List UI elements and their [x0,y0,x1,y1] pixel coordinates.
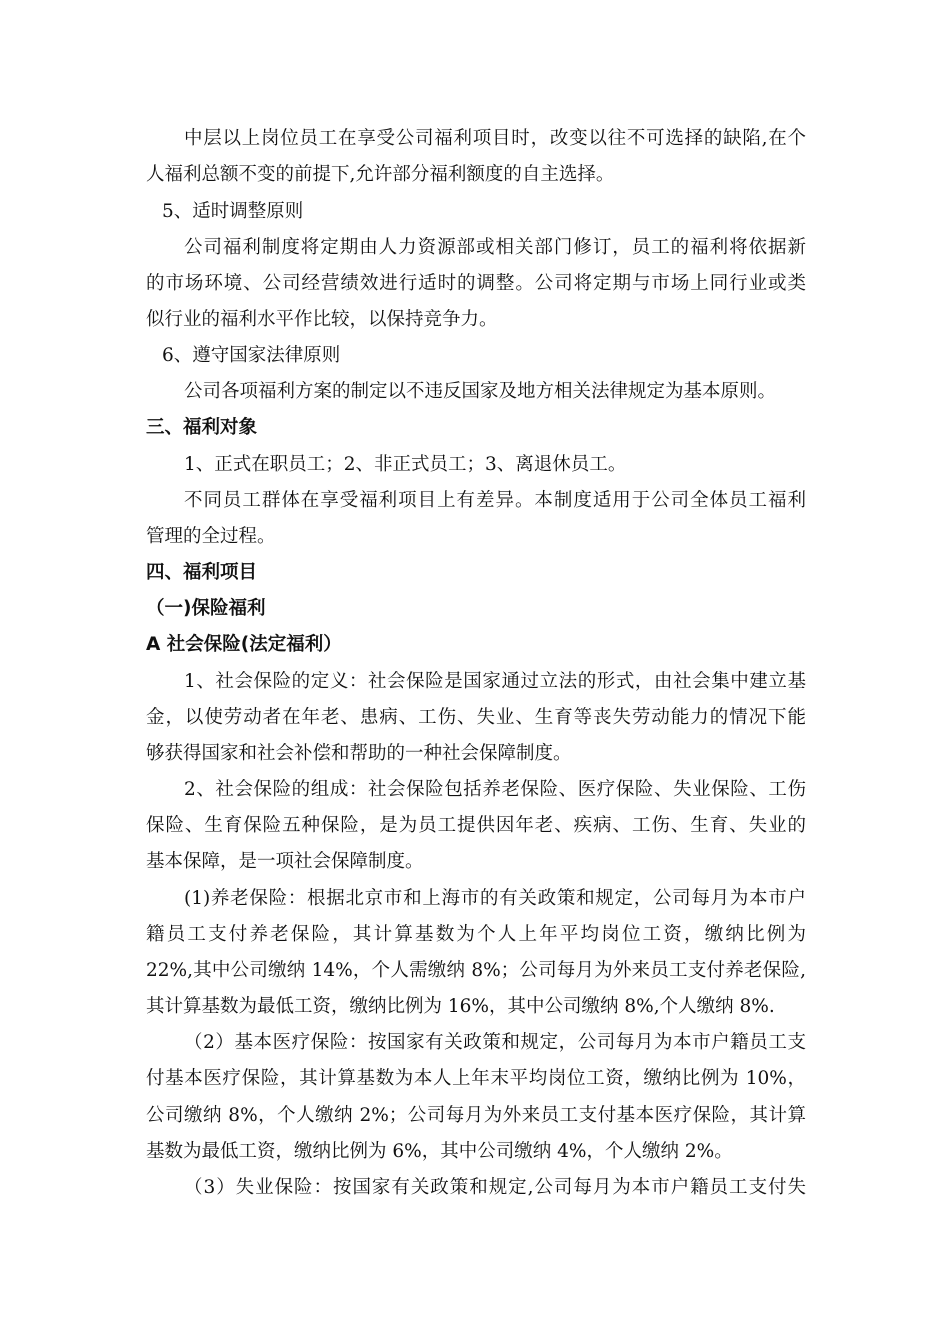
paragraph-line: 人福利总额不变的前提下,允许部分福利额度的自主选择。 [146,164,615,185]
paragraph-line: 金，以使劳动者在年老、患病、工伤、失业、生育等丧失劳动能力的情况下能 [146,707,806,728]
paragraph-line: 公司各项福利方案的制定以不违反国家及地方相关法律规定为基本原则。 [184,381,777,402]
section-heading-welfare-objects: 三、福利对象 [146,417,258,438]
paragraph-line: 1、正式在职员工；2、非正式员工；3、离退休员工。 [184,454,627,475]
paragraph-line: 管理的全过程。 [146,526,276,547]
paragraph-line: 公司缴纳 8%，个人缴纳 2%；公司每月为外来员工支付基本医疗保险，其计算 [146,1105,806,1126]
paragraph-line: 够获得国家和社会补偿和帮助的一种社会保障制度。 [146,743,572,764]
paragraph-line: 不同员工群体在享受福利项目上有差异。本制度适用于公司全体员工福利 [184,490,806,511]
subheading-timely-adjustment: 5、适时调整原则 [162,201,304,222]
paragraph-line: 的市场环境、公司经营绩效进行适时的调整。公司将定期与市场上同行业或类 [146,273,806,294]
subheading-legal-compliance: 6、遵守国家法律原则 [162,345,341,366]
paragraph-line: （2）基本医疗保险：按国家有关政策和规定，公司每月为本市户籍员工支 [184,1032,806,1053]
paragraph-line: 22%,其中公司缴纳 14%，个人需缴纳 8%；公司每月为外来员工支付养老保险, [146,960,806,981]
paragraph-line: 1、社会保险的定义：社会保险是国家通过立法的形式，由社会集中建立基 [184,671,806,692]
paragraph-line: 付基本医疗保险，其计算基数为本人上年末平均岗位工资，缴纳比例为 10%， [146,1068,806,1089]
paragraph-line: 籍员工支付养老保险，其计算基数为个人上年平均岗位工资，缴纳比例为 [146,924,806,945]
paragraph-line: 基数为最低工资，缴纳比例为 6%，其中公司缴纳 4%，个人缴纳 2%。 [146,1141,733,1162]
paragraph-line: 保险、生育保险五种保险，是为员工提供因年老、疾病、工伤、生育、失业的 [146,815,806,836]
paragraph-line: 似行业的福利水平作比较，以保持竞争力。 [146,309,498,330]
section-heading-welfare-items: 四、福利项目 [146,562,258,583]
paragraph-line: （3）失业保险：按国家有关政策和规定,公司每月为本市户籍员工支付失 [184,1177,806,1198]
subsection-heading-insurance-welfare: （一)保险福利 [146,598,266,619]
paragraph-line: 基本保障，是一项社会保障制度。 [146,851,424,872]
paragraph-line: 中层以上岗位员工在享受公司福利项目时，改变以往不可选择的缺陷,在个 [184,128,806,149]
paragraph-line: 2、社会保险的组成：社会保险包括养老保险、医疗保险、失业保险、工伤 [184,779,806,800]
paragraph-line: (1)养老保险：根据北京市和上海市的有关政策和规定，公司每月为本市户 [184,888,806,909]
paragraph-line: 公司福利制度将定期由人力资源部或相关部门修订，员工的福利将依据新 [184,237,806,258]
paragraph-line: 其计算基数为最低工资，缴纳比例为 16%，其中公司缴纳 8%,个人缴纳 8%. [146,996,775,1017]
subsection-heading-social-insurance: A 社会保险(法定福利） [146,634,342,655]
